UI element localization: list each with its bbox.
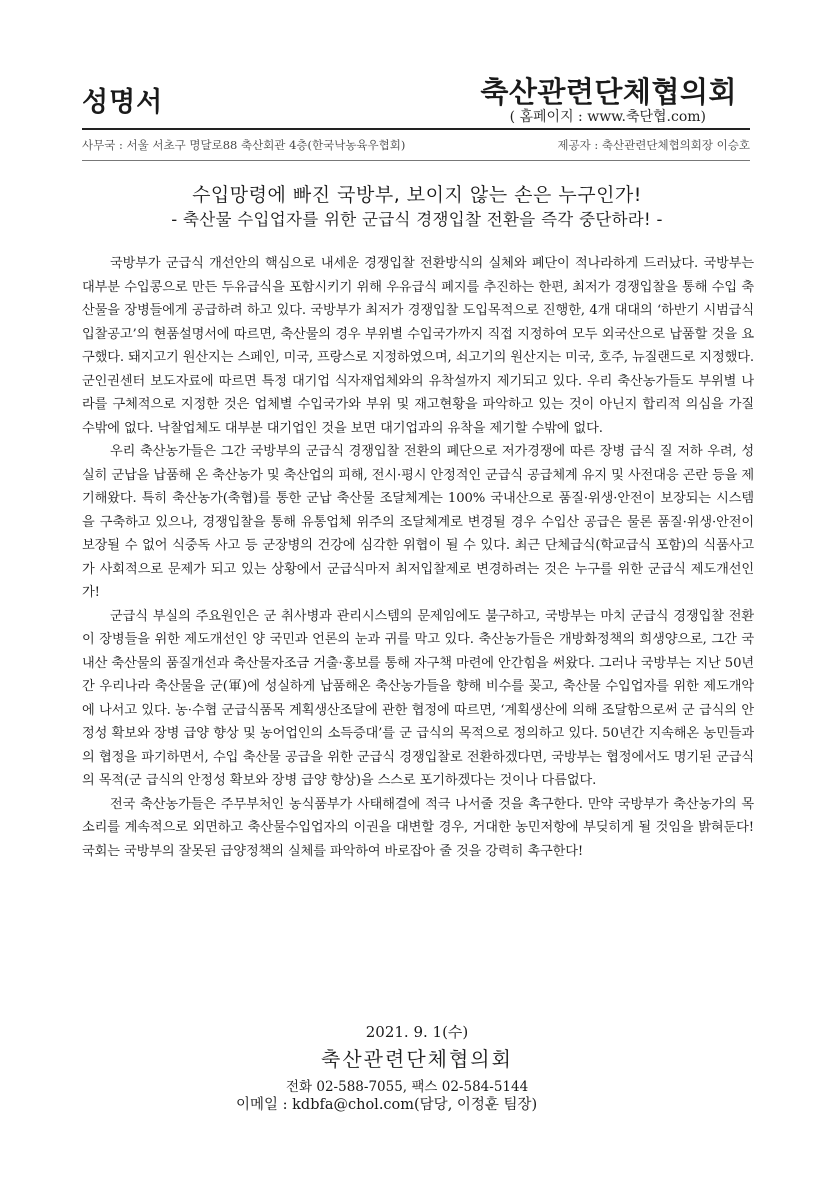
document-type: 성명서 [82, 87, 164, 118]
homepage-link: ( 홈페이지 : www.축단협.com) [509, 109, 706, 125]
office-info-line [82, 137, 750, 153]
statement-body [82, 252, 754, 863]
contact-phone: 전화 02-588-7055, 팩스 02-584-5144 [286, 1079, 529, 1095]
organization-name: 축산관련단체협의회 [480, 75, 737, 109]
body-paragraph: 우리 축산농가들은 그간 국방부의 군급식 경쟁입찰 전환의 폐단으로 저가경쟁에 따른 장병 급식 질 저하 우려, 성실히 군납을 납품해 온 축산농가 및 축산업의 피해, 전시·평시 안정적인 군급식 공급체계 유지 및 사전대응 곤란 등을 제기해왔다. 특히 축산농가(축협)를 통한 군납 축산물 조달체계는 100% 국내산으로 품질·위생·안전이 보장되는 시스템을 구축하고 있으나, 경쟁입찰을 통해 유통업체 위주의 조달체계로 변경될 경우 수입산 공급은 물론 품질·위생·안전이 보장될 수 없어 식중독 사고 등 군장병의 건강에 심각한 위협이 될 수 있다. 최근 단체급식(학교급식 포함)의 식품사고가 사회적으로 문제가 되고 있는 상황에서 군급식마저 최저입찰제로 변경하려는 것은 누구를 위한 군급식 제도개선인가! [82, 444, 755, 600]
statement-title: 수입망령에 빠진 국방부, 보이지 않는 손은 누구인가! [192, 184, 642, 206]
header-divider [82, 128, 750, 130]
office-divider [82, 160, 750, 161]
office-address: 사무국 : 서울 서초구 명달로88 축산회관 4층(한국낙농육우협회) [82, 138, 406, 152]
body-paragraph: 국방부가 군급식 개선안의 핵심으로 내세운 경쟁입찰 전환방식의 실체와 폐단이 적나라하게 드러났다. 국방부는 대부분 수입콩으로 만든 두유급식을 포함시키기 위해 우유급식 폐지를 추진하는 한편, 최저가 경쟁입찰을 통해 수입 축산물을 장병들에게 공급하려 하고 있다. 국방부가 최저가 경쟁입찰 도입목적으로 진행한, 4개 대대의 ‘하반기 시범급식 입찰공고’의 현품설명서에 따르면, 축산물의 경우 부위별 수입국가까지 직접 지정하여 모두 외국산으로 납품할 것을 요구했다. 돼지고기 원산지는 스페인, 미국, 프랑스로 지정하였으며, 쇠고기의 원산지는 미국, 호주, 뉴질랜드로 지정했다. 군인권센터 보도자료에 따르면 특정 대기업 식자재업체와의 유착설까지 제기되고 있다. 우리 축산농가들도 부위별 나라를 구체적으로 지정한 것은 업체별 수입국가와 부위 및 재고현황을 파악하고 있는 것이 아닌지 합리적 의심을 가질 수밖에 없다. 낙찰업체도 대부분 대기업인 것을 보면 대기업과의 유착을 제기할 수밖에 없다. [82, 256, 754, 436]
provider-info: 제공자 : 축산관련단체협의회장 이승호 [557, 138, 750, 152]
statement-subtitle: - 축산물 수입업자를 위한 군급식 경쟁입찰 전환을 즉각 중단하라! - [171, 210, 663, 229]
footer-organization: 축산관련단체협의회 [321, 1047, 513, 1071]
statement-date: 2021. 9. 1(수) [365, 1023, 469, 1041]
body-paragraph: 전국 축산농가들은 주무부처인 농식품부가 사태해결에 적극 나서줄 것을 촉구한다. 만약 국방부가 축산농가의 목소리를 계속적으로 외면하고 축산물수입업자의 이권을 대변할 경우, 거대한 농민저항에 부딪히게 될 것임을 밝혀둔다! 국회는 국방부의 잘못된 급양정책의 실체를 파악하여 바로잡아 줄 것을 강력히 촉구한다! [82, 796, 754, 859]
contact-email: 이메일 : kdbfa@chol.com(담당, 이정훈 팀장) [236, 1097, 538, 1113]
body-paragraph: 군급식 부실의 주요원인은 군 취사병과 관리시스템의 문제임에도 불구하고, 국방부는 마치 군급식 경쟁입찰 전환이 장병들을 위한 제도개선인 양 국민과 언론의 눈과 귀를 막고 있다. 축산농가들은 개방화정책의 희생양으로, 그간 국내산 축산물의 품질개선과 축산물자조금 거출·홍보를 통해 자구책 마련에 안간힘을 써왔다. 그러나 국방부는 지난 50년간 우리나라 축산물을 군(軍)에 성실하게 납품해온 축산농가들을 향해 비수를 꽂고, 축산물 수입업자를 위한 제도개악에 나서고 있다. 농·수협 군급식품목 계획생산조달에 관한 협정에 따르면, ‘계획생산에 의해 조달함으로써 군 급식의 안정성 확보와 장병 급양 향상 및 농어업인의 소득증대’를 군 급식의 목적으로 정의하고 있다. 50년간 지속해온 농민들과의 협정을 파기하면서, 수입 축산물 공급을 위한 군급식 경쟁입찰로 전환하겠다면, 국방부는 협정에서도 명기된 군급식의 목적(군 급식의 안정성 확보와 장병 급양 향상)을 스스로 포기하겠다는 것이나 다름없다. [82, 608, 754, 788]
